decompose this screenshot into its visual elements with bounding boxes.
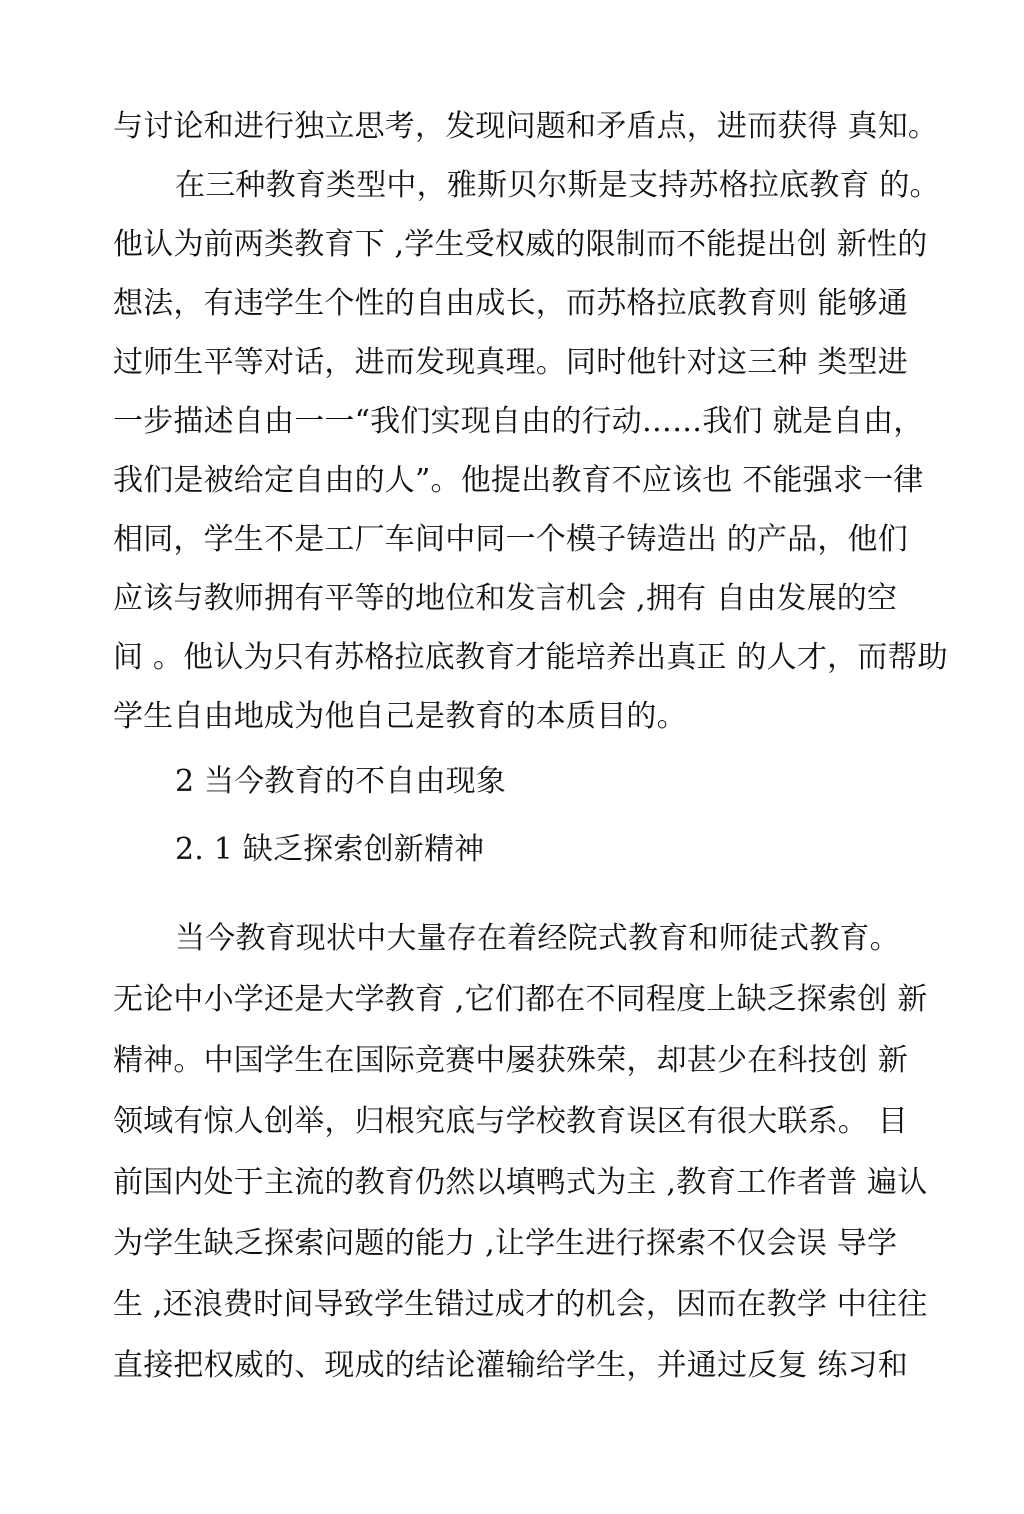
text-line: 想法，有违学生个性的自由成长，而苏格拉底教育则 能够通 — [113, 286, 908, 321]
text-line: 直接把权威的、现成的结论灌输给学生，并通过反复 练习和 — [113, 1348, 908, 1383]
text-line: 间 。他认为只有苏格拉底教育才能培养出真正 的人才，而帮助 — [113, 640, 948, 675]
section-heading: 2 当今教育的不自由现象 — [175, 764, 507, 799]
text-line: 一步描述自由一一“我们实现自由的行动……我们 就是自由， — [113, 404, 924, 439]
text-line: 过师生平等对话，进而发现真理。同时他针对这三种 类型进 — [113, 345, 908, 380]
paragraph-first-line: 当今教育现状中大量存在着经院式教育和师徒式教育。 — [175, 921, 900, 956]
text-line: 相同，学生不是工厂车间中同一个模子铸造出 的产品，他们 — [113, 522, 908, 557]
text-line: 我们是被给定自由的人”。他提出教育不应该也 不能强求一律 — [113, 463, 924, 498]
text-line: 前国内处于主流的教育仍然以填鸭式为主 ,教育工作者普 遍认 — [113, 1165, 928, 1200]
text-line: 他认为前两类教育下 ,学生受权威的限制而不能提出创 新性的 — [113, 227, 928, 262]
text-line: 应该与教师拥有平等的地位和发言机会 ,拥有 自由发展的空 — [113, 581, 898, 616]
subsection-heading: 2. 1 缺乏探索创新精神 — [175, 832, 485, 867]
text-line: 学生自由地成为他自己是教育的本质目的。 — [113, 699, 687, 734]
text-line: 与讨论和进行独立思考，发现问题和矛盾点，进而获得 真知。 — [113, 109, 939, 144]
text-line: 领域有惊人创举，归根究底与学校教育误区有很大联系。 目 — [113, 1104, 908, 1139]
paragraph-first-line: 在三种教育类型中，雅斯贝尔斯是支持苏格拉底教育 的。 — [175, 168, 940, 203]
text-line: 为学生缺乏探索问题的能力 ,让学生进行探索不仅会误 导学 — [113, 1226, 898, 1261]
text-line: 无论中小学还是大学教育 ,它们都在不同程度上缺乏探索创 新 — [113, 982, 928, 1017]
text-line: 精神。中国学生在国际竞赛中屡获殊荣，却甚少在科技创 新 — [113, 1043, 908, 1078]
text-line: 生 ,还浪费时间导致学生错过成才的机会，因而在教学 中往往 — [113, 1287, 928, 1322]
